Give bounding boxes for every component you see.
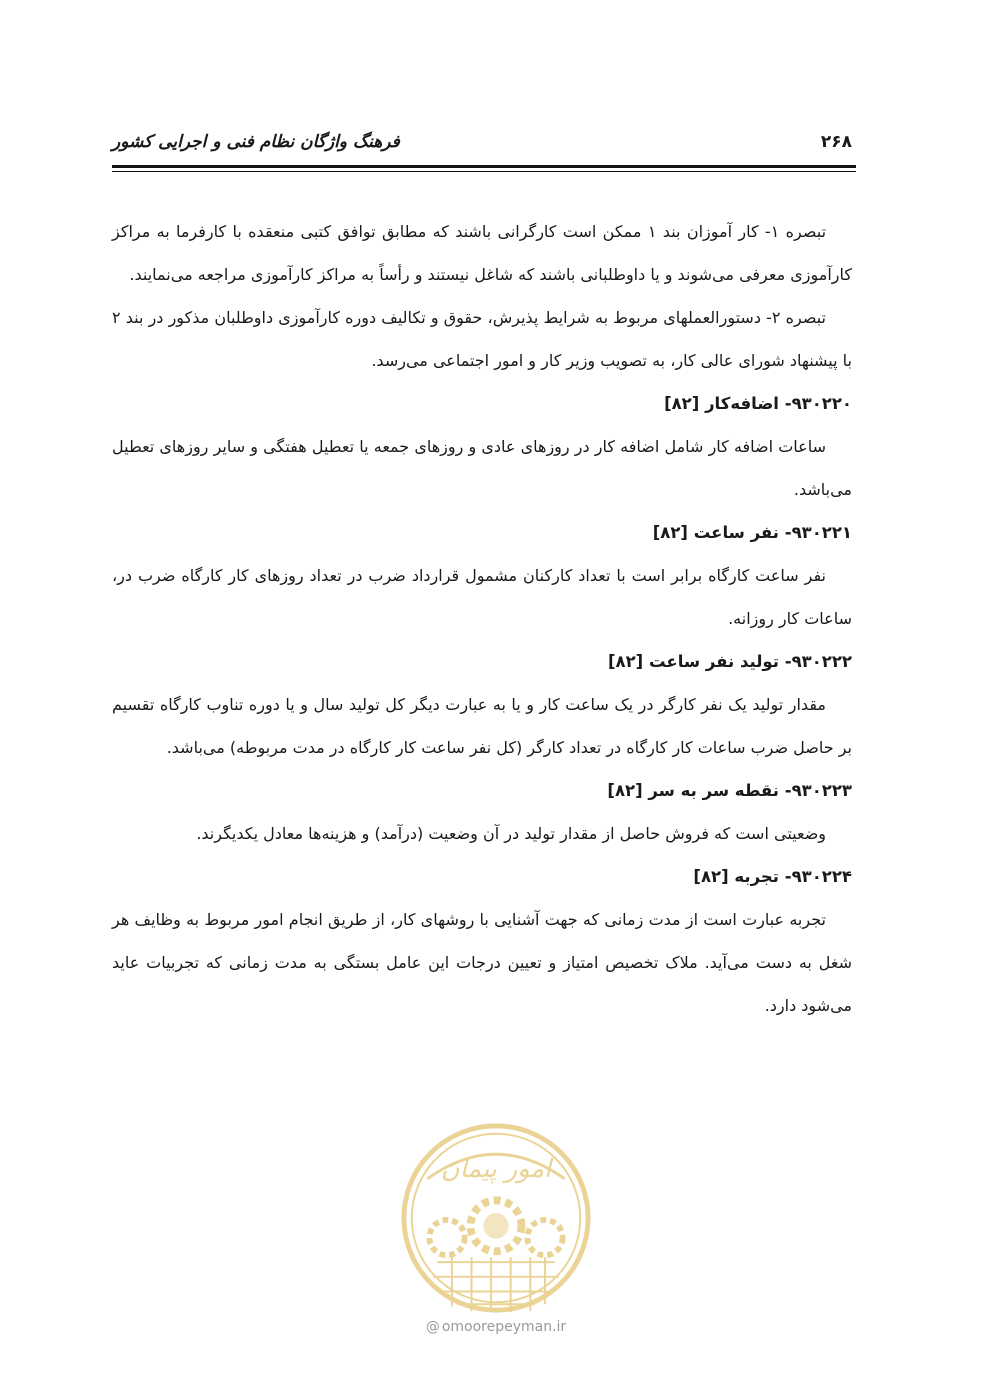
book-title: فرهنگ واژگان نظام فنی و اجرایی کشور [112,132,400,152]
page-number: ۲۶۸ [820,132,852,152]
entry-heading [112,769,852,812]
entry-code: ۹۳۰۲۲۳ - [779,781,852,800]
entry-definition: وضعیتی است که فروش حاصل از مقدار تولید در آن وضعیت (درآمد) و هزینه‌ها معادل یکدیگرند. [196,824,826,843]
entry-term: نقطه سر به سر [648,781,779,800]
entry-heading [112,382,852,425]
entry-definition: مقدار تولید یک نفر کارگر در یک ساعت کار و یا به عبارت دیگر کل تولید سال و یا دوره تناوب کارگاه تقسیم بر حاصل ضرب ساعات کار کارگاه در تعداد کارگر (کل نفر ساعت کار کارگاه در مدت مربوطه) می‌باشد. [112,695,852,757]
entry-definition: ساعات اضافه کار شامل اضافه کار در روزهای عادی و روزهای جمعه یا تعطیل هفتگی و سایر روزهای تعطیل می‌باشد. [112,437,852,499]
entry-reference: [۸۲] [607,781,643,800]
entry-reference: [۸۲] [664,394,700,413]
page-content [112,210,852,1027]
entry-code: ۹۳۰۲۲۱ - [779,523,852,542]
scales-gear-icon [429,1220,464,1255]
entry-heading [112,511,852,554]
entry-heading [112,640,852,683]
brick-grid-icon [433,1257,558,1312]
page-header [112,128,852,168]
entry-reference: [۸۲] [652,523,688,542]
entry-heading [112,855,852,898]
entry-term: نفر ساعت [693,523,779,542]
entry-code: ۹۳۰۲۲۴ - [779,867,852,886]
at-icon: @ [425,1319,440,1335]
header-rule-thin [112,171,856,172]
excavator-gear-icon [527,1220,562,1255]
entry-term: اضافه‌کار [705,394,779,413]
entry-definition: تجربه عبارت است از مدت زمانی که جهت آشنایی با روشهای کار، از طریق انجام امور مربوط به وظایف هر شغل به دست می‌آید. ملاک تخصیص امتیاز و تعیین درجات این عامل بستگی به مدت زمانی که تجربیات عاید می‌شود دارد. [112,910,852,1015]
logo-text: امور پیمان [440,1153,552,1184]
watermark-logo [398,1120,594,1316]
entry-term: تجربه [734,867,779,886]
entry-reference: [۸۲] [693,867,729,886]
entry-code: ۹۳۰۲۲۲ - [779,652,852,671]
note-paragraph-2: تبصره ۲- دستورالعملهای مربوط به شرایط پذیرش، حقوق و تکالیف دوره کارآموزی داوطلبان مذکور در بند ۲ با پیشنهاد شورای عالی کار، به تصویب وزیر کار و امور اجتماعی می‌رسد. [112,308,852,370]
gear-hub-icon [483,1213,508,1238]
header-rule-thick [112,165,856,168]
entry-reference: [۸۲] [607,652,644,671]
entry-definition: نفر ساعت کارگاه برابر است با تعداد کارکنان مشمول قرارداد ضرب در تعداد روزهای کار کارگاه ضرب در، ساعات کار روزانه. [112,566,852,628]
note-paragraph-1: تبصره ۱- کار آموزان بند ۱ ممکن است کارگرانی باشند که مطابق توافق کتبی منعقده با کارفرما به مراکز کارآموزی معرفی می‌شوند و یا داوطلبانی باشند که شاغل نیستند و رأساً به مراکز کارآموزی مراجعه می‌نمایند. [112,222,852,284]
entry-code: ۹۳۰۲۲۰ - [779,394,852,413]
site-url: omoorepeyman.ir [441,1319,567,1335]
entry-term: تولید نفر ساعت [648,652,779,671]
watermark-site [0,1319,992,1335]
